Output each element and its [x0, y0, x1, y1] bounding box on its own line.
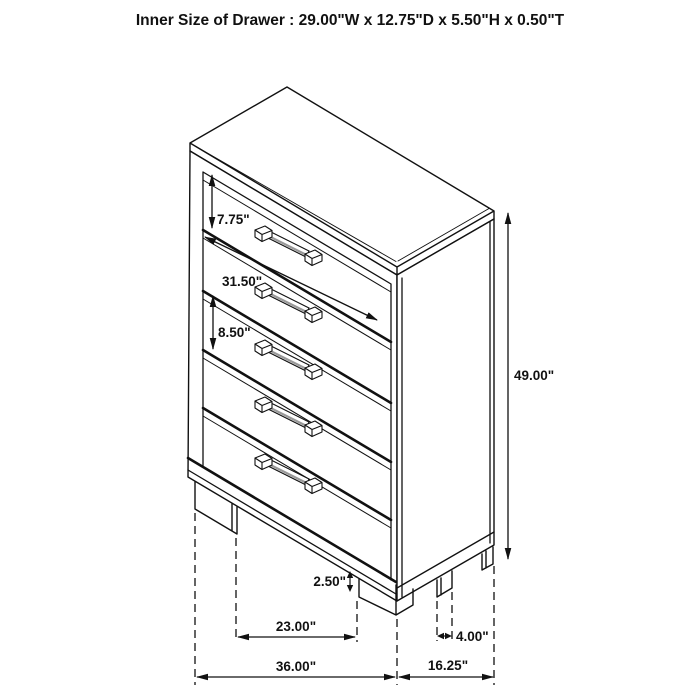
diagram-title: Inner Size of Drawer : 29.00"W x 12.75"D x 5.50"H x 0.50"T: [135, 12, 565, 29]
dim-overall-depth: [399, 658, 493, 677]
dim-label-front-leg-span: 23.00": [275, 619, 317, 634]
dim-label-overall-width: 36.00": [275, 659, 317, 674]
dim-label-drawer-width: 31.50": [222, 274, 263, 289]
dim-label-overall-depth: 16.25": [427, 658, 469, 673]
dim-label-overall-height: 49.00": [514, 368, 555, 383]
dim-side-leg-width: [437, 629, 489, 644]
dim-front-leg-span: [238, 619, 355, 637]
dim-leg-height: [313, 571, 353, 592]
dim-label-top-drawer-height: 7.75": [217, 212, 250, 227]
chest-side-face: [397, 219, 494, 601]
dim-label-drawer-height: 8.50": [218, 325, 251, 340]
dim-overall-width: [197, 659, 395, 677]
dim-label-leg-height: 2.50": [313, 574, 346, 589]
dim-overall-height: [508, 213, 554, 559]
chest-drawing: [188, 87, 494, 615]
dim-label-side-leg-width: 4.00": [456, 629, 489, 644]
